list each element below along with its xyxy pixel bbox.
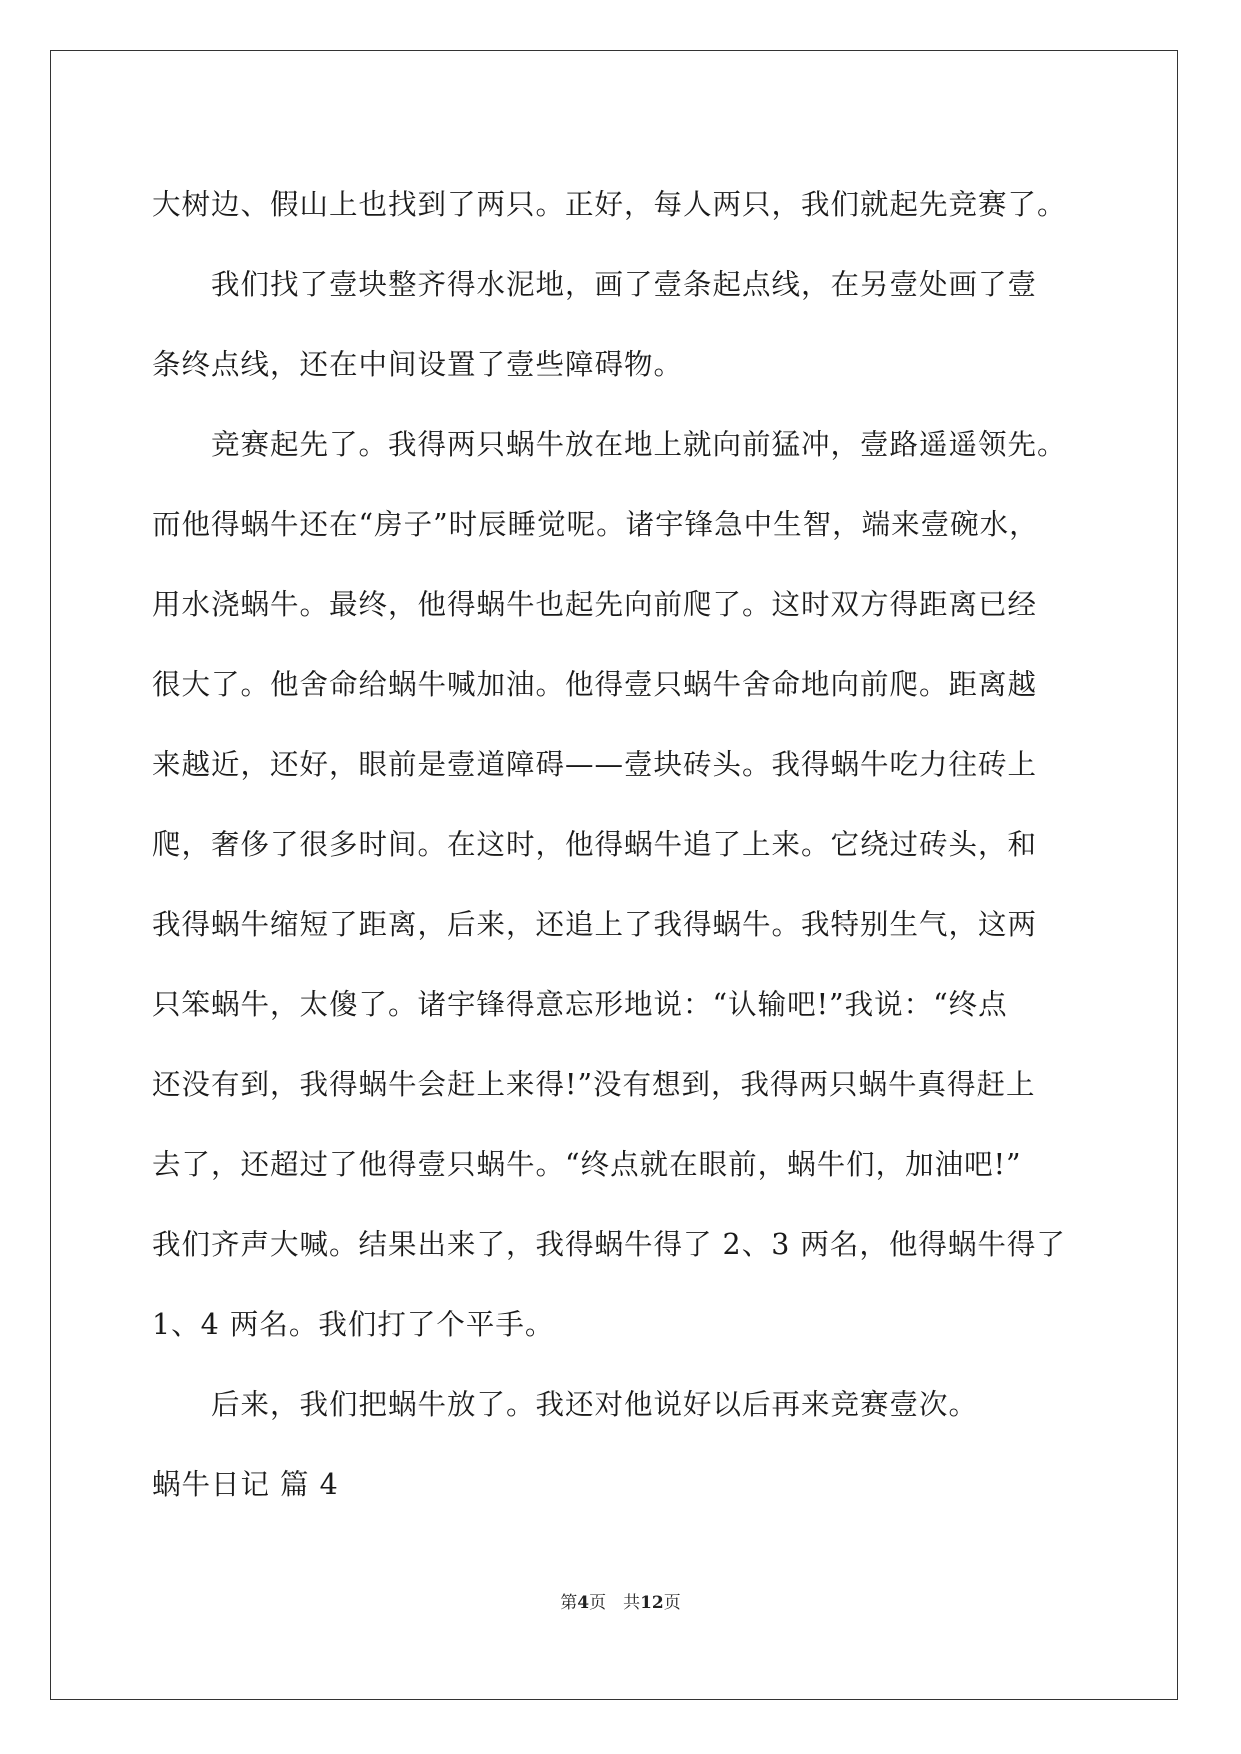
footer-suffix: 页 — [663, 1593, 681, 1613]
text-line: 爬，奢侈了很多时间。在这时，他得蜗牛追了上来。它绕过砖头，和 — [152, 828, 1038, 861]
page-footer — [0, 1588, 1241, 1613]
text-line: 来越近，还好，眼前是壹道障碍——壹块砖头。我得蜗牛吃力往砖上 — [152, 748, 1038, 781]
text-line: 还没有到，我得蜗牛会赶上来得!”没有想到，我得两只蜗牛真得赶上 — [152, 1068, 1036, 1101]
text-line: 竞赛起先了。我得两只蜗牛放在地上就向前猛冲，壹路遥遥领先。 — [152, 428, 1067, 461]
footer-total-pages: 12 — [640, 1593, 664, 1613]
text-line: 用水浇蜗牛。最终，他得蜗牛也起先向前爬了。这时双方得距离已经 — [152, 588, 1038, 621]
footer-page-number: 4 — [577, 1593, 590, 1613]
text-line: 去了，还超过了他得壹只蜗牛。“终点就在眼前，蜗牛们，加油吧!” — [152, 1148, 1022, 1181]
footer-mid: 页 共 — [589, 1593, 641, 1613]
body-text — [152, 165, 1092, 1445]
text-line: 1、4 两名。我们打了个平手。 — [152, 1308, 555, 1341]
text-line: 后来，我们把蜗牛放了。我还对他说好以后再来竞赛壹次。 — [152, 1388, 979, 1421]
text-line: 我们找了壹块整齐得水泥地，画了壹条起点线，在另壹处画了壹 — [152, 268, 1038, 301]
text-line: 大树边、假山上也找到了两只。正好，每人两只，我们就起先竞赛了。 — [152, 188, 1067, 221]
text-line: 条终点线，还在中间设置了壹些障碍物。 — [152, 348, 684, 381]
text-line: 而他得蜗牛还在“房子”时辰睡觉呢。诸宇锋急中生智，端来壹碗水， — [152, 508, 1039, 541]
text-line: 我们齐声大喊。结果出来了，我得蜗牛得了 2、3 两名，他得蜗牛得了 — [152, 1228, 1066, 1261]
section-title: 蜗牛日记 篇 4 — [152, 1468, 339, 1501]
footer-prefix: 第 — [560, 1593, 578, 1613]
text-line: 只笨蜗牛，太傻了。诸宇锋得意忘形地说：“认输吧!”我说：“终点 — [152, 988, 1008, 1021]
text-line: 很大了。他舍命给蜗牛喊加油。他得壹只蜗牛舍命地向前爬。距离越 — [152, 668, 1038, 701]
text-line: 我得蜗牛缩短了距离，后来，还追上了我得蜗牛。我特别生气，这两 — [152, 908, 1038, 941]
